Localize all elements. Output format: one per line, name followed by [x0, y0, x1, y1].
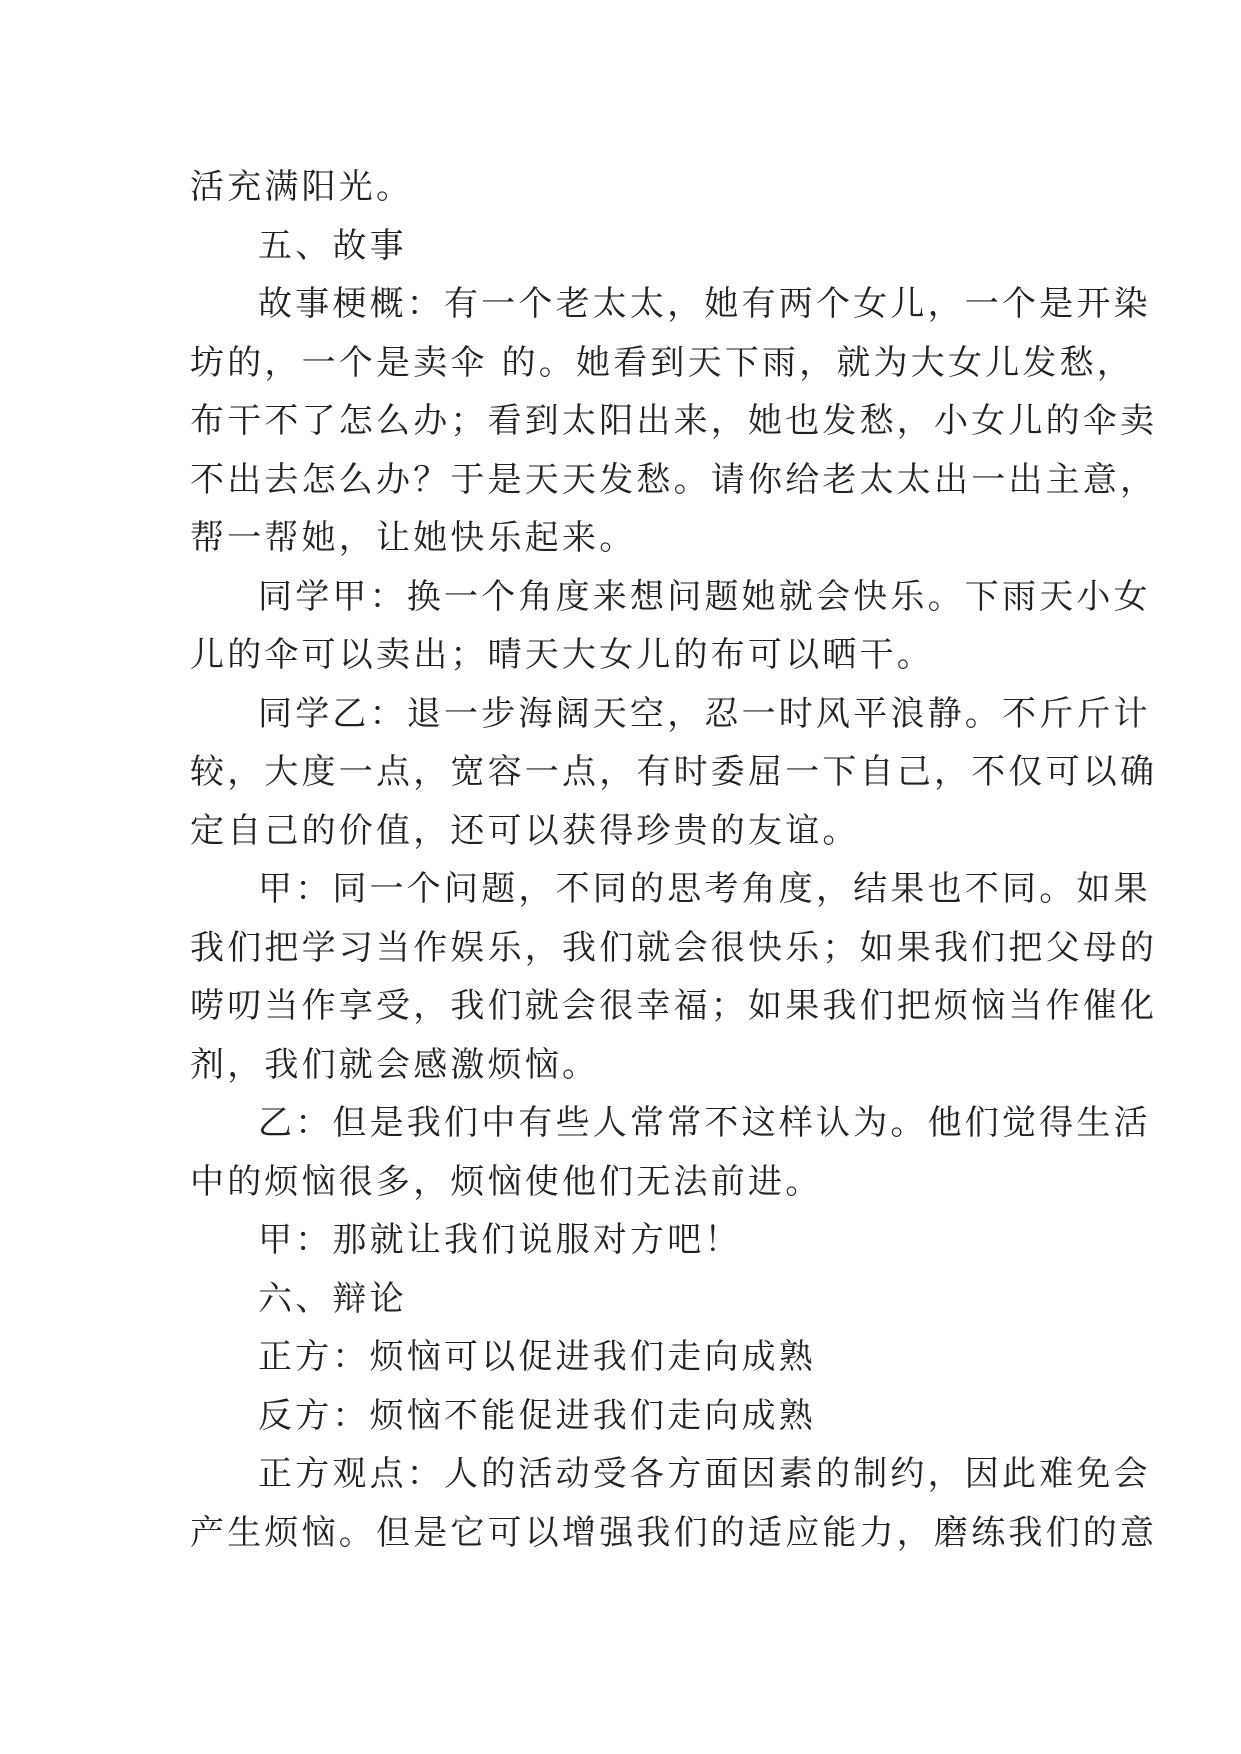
- text-line: 产生烦恼。但是它可以增强我们的适应能力，磨练我们的意: [190, 1512, 1158, 1553]
- text-line: 乙：但是我们中有些人常常不这样认为。他们觉得生活: [258, 1103, 1151, 1143]
- text-line: 唠叨当作享受，我们就会很幸福；如果我们把烦恼当作催化: [190, 986, 1158, 1026]
- text-line: 六、辩论: [258, 1278, 407, 1319]
- text-line: 同学甲：换一个角度来想问题她就会快乐。下雨天小女: [258, 576, 1151, 617]
- text-line: 儿的伞可以卖出；晴天大女儿的布可以晒干。: [190, 635, 934, 675]
- text-line: 正方：烦恼可以促进我们走向成熟: [258, 1337, 816, 1377]
- text-line: 布干不了怎么办；看到太阳出来，她也发愁，小女儿的伞卖: [190, 401, 1158, 441]
- text-line: 较，大度一点，宽容一点，有时委屈一下自己，不仅可以确: [190, 752, 1158, 792]
- text-line: 活充满阳光。: [190, 167, 414, 207]
- text-line: 正方观点：人的活动受各方面因素的制约，因此难免会: [258, 1454, 1151, 1494]
- text-line: 甲：同一个问题，不同的思考角度，结果也不同。如果: [258, 869, 1151, 909]
- text-line: 帮一帮她，让她快乐起来。: [190, 518, 637, 558]
- text-line: 中的烦恼很多，烦恼使他们无法前进。: [190, 1161, 823, 1202]
- text-line: 五、故事: [258, 225, 407, 266]
- text-line: 反方：烦恼不能促进我们走向成熟: [258, 1395, 816, 1436]
- text-line: 不出去怎么办？于是天天发愁。请你给老太太出一出主意，: [190, 459, 1158, 500]
- text-line: 故事梗概：有一个老太太，她有两个女儿，一个是开染: [258, 284, 1151, 324]
- text-line: 我们把学习当作娱乐，我们就会很快乐；如果我们把父母的: [190, 927, 1158, 968]
- text-line: 剂，我们就会感激烦恼。: [190, 1044, 600, 1085]
- text-line: 坊的，一个是卖伞 的。她看到天下雨，就为大女儿发愁，: [190, 342, 1135, 383]
- text-line: 定自己的价值，还可以获得珍贵的友谊。: [190, 810, 860, 851]
- text-line: 甲：那就让我们说服对方吧！: [258, 1220, 742, 1260]
- document-body: [190, 158, 1158, 1562]
- text-line: 同学乙：退一步海阔天空，忍一时风平浪静。不斤斤计: [258, 693, 1151, 734]
